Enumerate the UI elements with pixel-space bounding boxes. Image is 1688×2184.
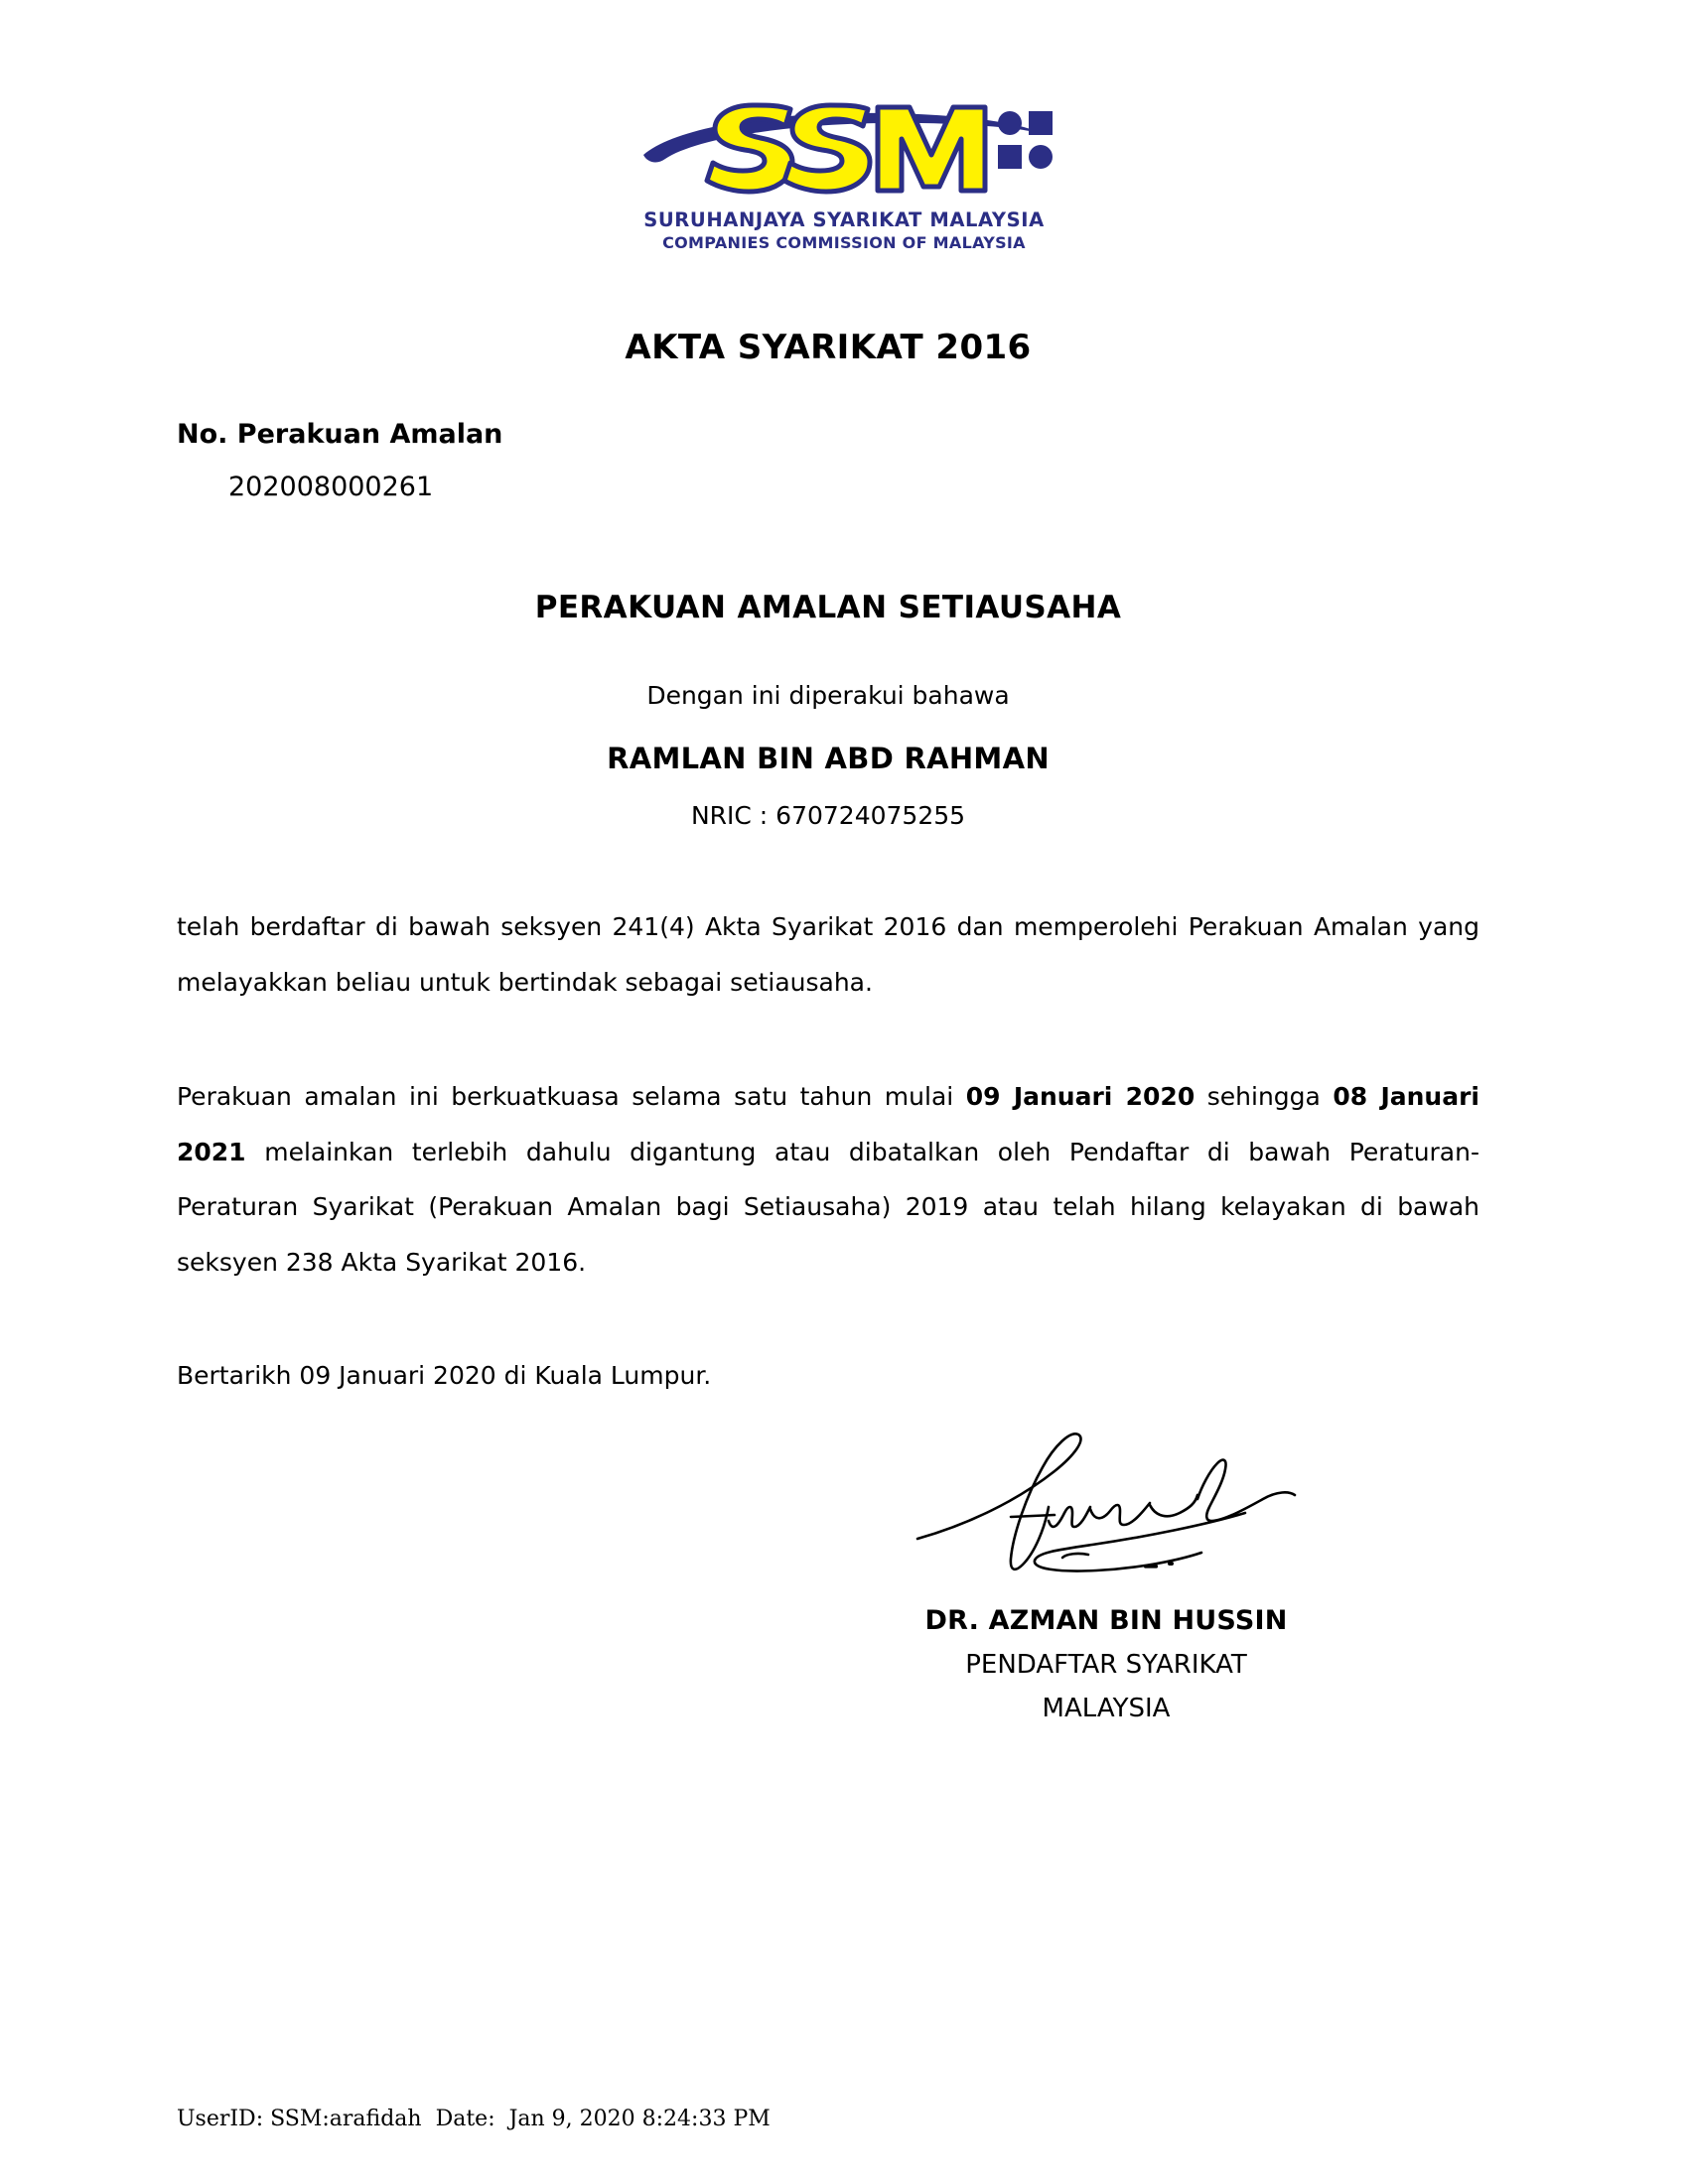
signature-icon (908, 1430, 1305, 1603)
secretary-name: RAMLAN BIN ABD RAHMAN (607, 742, 1050, 775)
act-title: AKTA SYARIKAT 2016 (625, 328, 1032, 367)
signer-name: DR. AZMAN BIN HUSSIN (924, 1605, 1288, 1636)
signer-role: PENDAFTAR SYARIKAT (965, 1650, 1247, 1680)
validity-text-3: melainkan terlebih dahulu digantung atau dibatalkan oleh Pendaftar di bawah Peraturan-Peraturan Syarikat (Perakuan Amalan bagi Setiausaha) 2019 atau telah hilang kelayakan di bawah seksyen 238 Akta Syarikat 2016. (177, 1137, 1479, 1277)
secretary-nric: NRIC : 670724075255 (690, 801, 966, 830)
certificate-number-value: 202008000261 (228, 472, 434, 502)
certificate-content (177, 0, 1479, 1723)
validity-end-date: 08 Januari 2021 (177, 1082, 1479, 1166)
dateline: Bertarikh 09 Januari 2020 di Kuala Lumpur. (177, 1361, 712, 1390)
validity-text-1: Perakuan amalan ini berkuatkuasa selama satu tahun mulai (177, 1082, 966, 1111)
validity-start-date: 09 Januari 2020 (965, 1082, 1196, 1111)
attestation-intro: Dengan ini diperakui bahawa (646, 681, 1010, 710)
page-title: PERAKUAN AMALAN SETIAUSAHA (534, 590, 1122, 625)
paragraph-validity (177, 1069, 1479, 1290)
certificate-number-label: No. Perakuan Amalan (177, 419, 503, 450)
paragraph-registration: telah berdaftar di bawah seksyen 241(4) Akta Syarikat 2016 dan memperolehi Perakuan Amalan yang melayakkan beliau untuk bertindak sebagai setiausaha. (177, 912, 1479, 997)
logo-text-malay: SURUHANJAYA SYARIKAT MALAYSIA (643, 208, 1045, 231)
signer-country: MALAYSIA (1042, 1694, 1171, 1723)
validity-text-2: sehingga (1195, 1082, 1334, 1111)
logo-text-english: COMPANIES COMMISSION OF MALAYSIA (662, 233, 1026, 252)
footer-meta: UserID: SSM:arafidah Date: Jan 9, 2020 8:24:33 PM (177, 2107, 771, 2131)
signature-block (177, 1430, 1479, 1723)
